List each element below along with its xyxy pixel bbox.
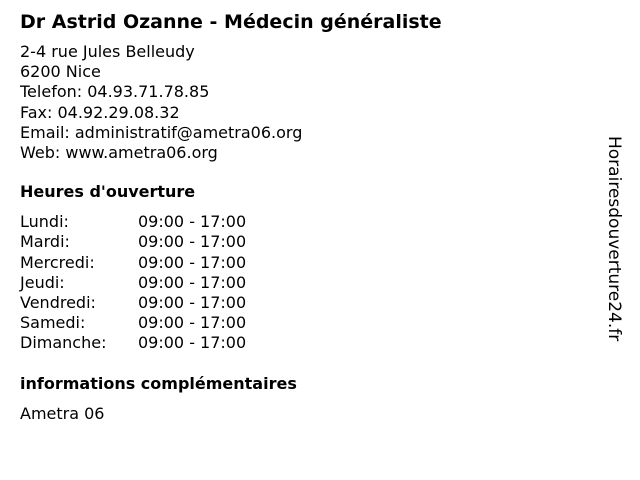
additional-info-text: Ametra 06 [20,403,105,423]
hours-row-sunday [20,333,600,353]
day-label: Dimanche: [20,333,107,353]
hours-row-thursday [20,273,600,293]
time-range: 09:00 - 17:00 [138,212,247,232]
site-watermark: Horairesdouverture24.fr [604,136,624,342]
time-range: 09:00 - 17:00 [138,313,247,333]
day-label: Vendredi: [20,293,96,313]
hours-row-friday [20,293,600,313]
day-label: Mercredi: [20,252,95,272]
time-range: 09:00 - 17:00 [138,252,247,272]
phone-number: Telefon: 04.93.71.78.85 [20,82,210,102]
website-address: Web: www.ametra06.org [20,143,218,163]
time-range: 09:00 - 17:00 [138,293,247,313]
opening-hours-table [20,212,600,353]
page-title: Dr Astrid Ozanne - Médecin généraliste [20,11,442,33]
time-range: 09:00 - 17:00 [138,333,247,353]
fax-number: Fax: 04.92.29.08.32 [20,102,180,122]
listing-card [20,10,600,424]
city-postcode: 6200 Nice [20,62,101,82]
opening-hours-heading: Heures d'ouverture [20,182,196,202]
time-range: 09:00 - 17:00 [138,272,247,292]
day-label: Jeudi: [20,272,65,292]
day-label: Mardi: [20,232,70,252]
hours-row-saturday [20,313,600,333]
hours-row-wednesday [20,253,600,273]
day-label: Lundi: [20,212,69,232]
time-range: 09:00 - 17:00 [138,232,247,252]
street-address: 2-4 rue Jules Belleudy [20,42,195,61]
hours-row-tuesday [20,232,600,252]
hours-row-monday [20,212,600,232]
email-address: Email: administratif@ametra06.org [20,122,303,142]
contact-block [20,42,600,163]
additional-info-heading: informations complémentaires [20,373,297,393]
day-label: Samedi: [20,313,86,333]
